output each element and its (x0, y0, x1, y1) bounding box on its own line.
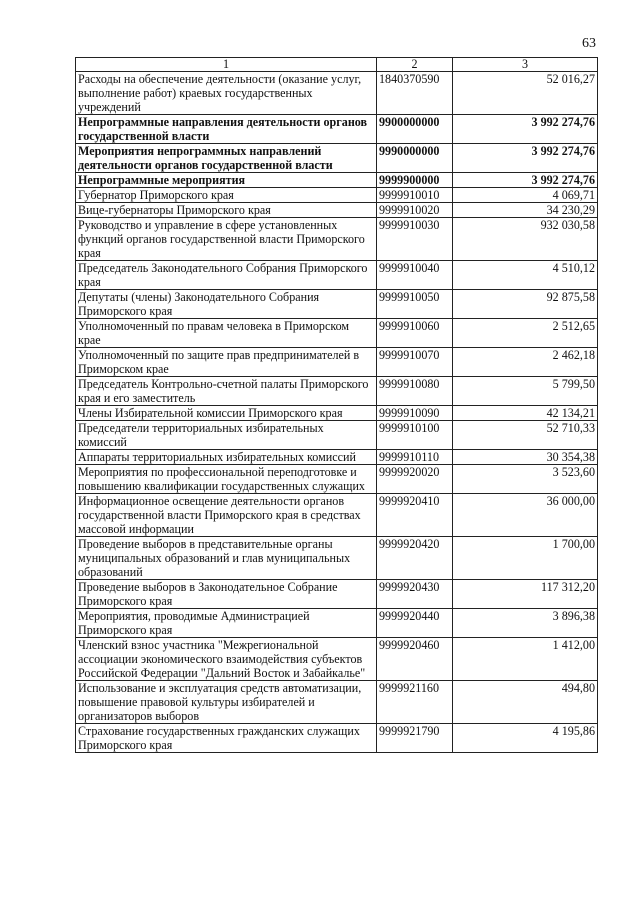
table-row (76, 580, 598, 609)
row-name-cell: Членский взнос участника "Межрегиональной ассоциации экономического взаимодействия субъектов Российской Федерации "Дальний Восток и Забайкалье" (76, 638, 377, 681)
row-name-cell: Губернатор Приморского края (76, 188, 377, 203)
table-row (76, 203, 598, 218)
row-amount-cell: 34 230,29 (453, 203, 598, 218)
row-name-cell: Непрограммные направления деятельности органов государственной власти (76, 115, 377, 144)
row-code-cell: 9999910070 (377, 348, 453, 377)
row-code-cell: 9999921160 (377, 681, 453, 724)
row-code-cell: 9999910080 (377, 377, 453, 406)
table-row (76, 115, 598, 144)
column-header-3: 3 (453, 58, 598, 72)
table-row (76, 537, 598, 580)
table-row (76, 377, 598, 406)
row-code-cell: 9999910010 (377, 188, 453, 203)
row-amount-cell: 3 992 274,76 (453, 115, 598, 144)
row-name-cell: Проведение выборов в Законодательное Собрание Приморского края (76, 580, 377, 609)
table-row (76, 319, 598, 348)
row-code-cell: 9999910040 (377, 261, 453, 290)
table-row (76, 261, 598, 290)
table-row (76, 465, 598, 494)
column-header-2: 2 (377, 58, 453, 72)
row-name-cell: Мероприятия, проводимые Администрацией Приморского края (76, 609, 377, 638)
row-name-cell: Председатель Контрольно-счетной палаты Приморского края и его заместитель (76, 377, 377, 406)
row-code-cell: 9999910090 (377, 406, 453, 421)
row-amount-cell: 1 700,00 (453, 537, 598, 580)
table-row (76, 494, 598, 537)
row-code-cell: 9999910060 (377, 319, 453, 348)
row-name-cell: Мероприятия по профессиональной переподготовке и повышению квалификации государственных служащих (76, 465, 377, 494)
table-row (76, 609, 598, 638)
row-name-cell: Депутаты (члены) Законодательного Собрания Приморского края (76, 290, 377, 319)
row-name-cell: Непрограммные мероприятия (76, 173, 377, 188)
row-amount-cell: 3 896,38 (453, 609, 598, 638)
table-row (76, 144, 598, 173)
row-name-cell: Члены Избирательной комиссии Приморского края (76, 406, 377, 421)
row-code-cell: 9990000000 (377, 144, 453, 173)
row-code-cell: 9999900000 (377, 173, 453, 188)
row-amount-cell: 1 412,00 (453, 638, 598, 681)
table-row (76, 218, 598, 261)
table-row (76, 173, 598, 188)
row-amount-cell: 4 510,12 (453, 261, 598, 290)
row-code-cell: 9999910050 (377, 290, 453, 319)
table-row (76, 188, 598, 203)
table-row (76, 638, 598, 681)
row-code-cell: 9999920020 (377, 465, 453, 494)
row-code-cell: 9999920420 (377, 537, 453, 580)
row-amount-cell: 117 312,20 (453, 580, 598, 609)
row-amount-cell: 3 992 274,76 (453, 144, 598, 173)
row-code-cell: 9999921790 (377, 724, 453, 753)
row-code-cell: 9900000000 (377, 115, 453, 144)
row-amount-cell: 30 354,38 (453, 450, 598, 465)
table-row (76, 421, 598, 450)
table-row (76, 681, 598, 724)
row-amount-cell: 3 523,60 (453, 465, 598, 494)
table-header-row (76, 58, 598, 72)
row-amount-cell: 92 875,58 (453, 290, 598, 319)
table-row (76, 348, 598, 377)
row-amount-cell: 4 195,86 (453, 724, 598, 753)
row-name-cell: Руководство и управление в сфере установленных функций органов государственной власти Приморского края (76, 218, 377, 261)
row-amount-cell: 2 462,18 (453, 348, 598, 377)
row-amount-cell: 42 134,21 (453, 406, 598, 421)
row-amount-cell: 52 710,33 (453, 421, 598, 450)
row-name-cell: Страхование государственных гражданских служащих Приморского края (76, 724, 377, 753)
column-header-1: 1 (76, 58, 377, 72)
row-name-cell: Вице-губернаторы Приморского края (76, 203, 377, 218)
row-code-cell: 9999920460 (377, 638, 453, 681)
row-code-cell: 1840370590 (377, 72, 453, 115)
budget-table (75, 57, 598, 753)
row-name-cell: Председатель Законодательного Собрания Приморского края (76, 261, 377, 290)
row-code-cell: 9999920410 (377, 494, 453, 537)
row-name-cell: Председатели территориальных избирательных комиссий (76, 421, 377, 450)
row-amount-cell: 36 000,00 (453, 494, 598, 537)
row-amount-cell: 2 512,65 (453, 319, 598, 348)
row-name-cell: Расходы на обеспечение деятельности (оказание услуг, выполнение работ) краевых государственных учреждений (76, 72, 377, 115)
row-amount-cell: 5 799,50 (453, 377, 598, 406)
row-code-cell: 9999910110 (377, 450, 453, 465)
row-name-cell: Проведение выборов в представительные органы муниципальных образований и глав муниципальных образований (76, 537, 377, 580)
table-row (76, 724, 598, 753)
row-amount-cell: 932 030,58 (453, 218, 598, 261)
row-amount-cell: 3 992 274,76 (453, 173, 598, 188)
row-amount-cell: 52 016,27 (453, 72, 598, 115)
table-row (76, 290, 598, 319)
row-amount-cell: 4 069,71 (453, 188, 598, 203)
table-row (76, 450, 598, 465)
table-body (76, 72, 598, 753)
table-row (76, 406, 598, 421)
row-name-cell: Аппараты территориальных избирательных комиссий (76, 450, 377, 465)
row-name-cell: Информационное освещение деятельности органов государственной власти Приморского края в средствах массовой информации (76, 494, 377, 537)
row-code-cell: 9999910100 (377, 421, 453, 450)
row-amount-cell: 494,80 (453, 681, 598, 724)
row-name-cell: Использование и эксплуатация средств автоматизации, повышение правовой культуры избирателей и организаторов выборов (76, 681, 377, 724)
row-name-cell: Уполномоченный по защите прав предпринимателей в Приморском крае (76, 348, 377, 377)
row-code-cell: 9999910020 (377, 203, 453, 218)
row-code-cell: 9999920440 (377, 609, 453, 638)
row-code-cell: 9999910030 (377, 218, 453, 261)
row-name-cell: Мероприятия непрограммных направлений деятельности органов государственной власти (76, 144, 377, 173)
table-row (76, 72, 598, 115)
page-number: 63 (582, 36, 596, 51)
row-name-cell: Уполномоченный по правам человека в Приморском крае (76, 319, 377, 348)
row-code-cell: 9999920430 (377, 580, 453, 609)
